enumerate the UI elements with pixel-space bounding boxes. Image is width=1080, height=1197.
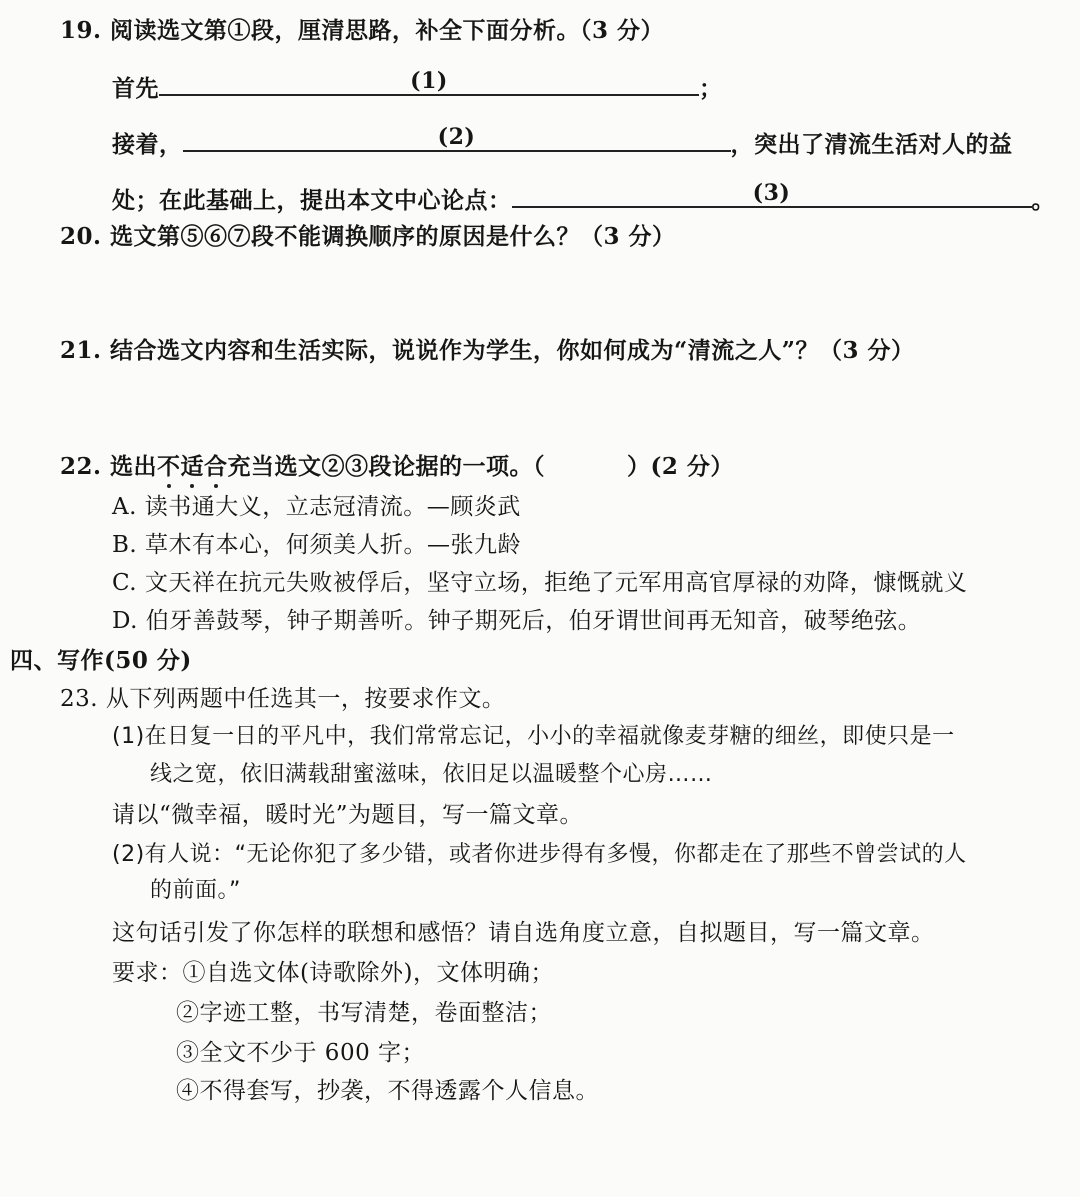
q19-line3-suffix: 。 — [1031, 187, 1055, 214]
topic-2-requirement: 这句话引发了你怎样的联想和感悟？请自选角度立意，自拟题目，写一篇文章。 — [112, 920, 935, 946]
requirement-3: ③全文不少于 600 字； — [176, 1040, 426, 1066]
q19-line1-prefix: 首先 — [112, 75, 159, 102]
emphasis-char-3: 合 — [204, 453, 228, 480]
q19-line-3 — [112, 180, 1055, 216]
q22-title-end: ）(2 分） — [627, 453, 734, 480]
emphasis-char-1: 不 — [157, 453, 181, 480]
topic-2-line-1: (2)有人说：“无论你犯了多少错，或者你进步得有多慢，你都走在了那些不曾尝试的人 — [112, 842, 967, 867]
q19-line-1 — [112, 68, 723, 104]
q19-line-2 — [112, 124, 1013, 160]
answer-blank-2[interactable] — [183, 124, 731, 152]
blank-number-2: (2) — [437, 124, 476, 150]
requirement-2: ②字迹工整，书写清楚，卷面整洁； — [176, 1000, 552, 1026]
blank-number-3: (3) — [752, 180, 791, 206]
topic-1-requirement: 请以“微幸福，暖时光”为题目，写一篇文章。 — [112, 802, 584, 828]
topic-1-line-1: (1)在日复一日的平凡中，我们常常忘记，小小的幸福就像麦芽糖的细丝，即使只是一 — [112, 724, 955, 749]
option-c: C. 文天祥在抗元失败被俘后，坚守立场，拒绝了元军用高官厚禄的劝降，慷慨就义 — [112, 570, 968, 596]
q19-line1-suffix: ； — [699, 75, 723, 102]
option-a: A. 读书通大义，立志冠清流。—顾炎武 — [112, 494, 521, 520]
blank-number-1: (1) — [410, 68, 448, 94]
q21-title: 21. 结合选文内容和生活实际，说说作为学生，你如何成为“清流之人”？（3 分） — [60, 337, 915, 364]
option-b: B. 草木有本心，何须美人折。—张九龄 — [112, 532, 522, 558]
answer-blank-1[interactable] — [159, 68, 699, 96]
emphasis-char-2: 适 — [180, 453, 205, 480]
section-4-heading: 四、写作(50 分) — [10, 647, 192, 674]
q23-title: 23. 从下列两题中任选其一，按要求作文。 — [60, 686, 506, 712]
requirements-label: 要求：①自选文体(诗歌除外)，文体明确； — [112, 960, 554, 986]
option-d: D. 伯牙善鼓琴，钟子期善听。钟子期死后，伯牙谓世间再无知音，破琴绝弦。 — [112, 608, 922, 634]
q20-title: 20. 选文第⑤⑥⑦段不能调换顺序的原因是什么？（3 分） — [60, 223, 676, 250]
topic-2-line-2: 的前面。” — [150, 878, 241, 903]
topic-1-line-2: 线之宽，依旧满载甜蜜滋味，依旧足以温暖整个心房…… — [150, 762, 713, 787]
q19-line3-prefix: 处；在此基础上，提出本文中心论点： — [112, 187, 512, 214]
q22-title — [60, 452, 734, 482]
q19-title: 19. 阅读选文第①段，厘清思路，补全下面分析。（3 分） — [60, 17, 665, 44]
q22-title-start: 22. 选出 — [60, 453, 158, 480]
answer-blank-3[interactable] — [512, 180, 1032, 208]
q19-line2-prefix: 接着， — [112, 131, 183, 158]
requirement-4: ④不得套写，抄袭，不得透露个人信息。 — [176, 1078, 599, 1104]
q19-line2-suffix: ，突出了清流生活对人的益 — [730, 131, 1013, 158]
q22-title-middle: 充当选文②③段论据的一项。（ — [227, 453, 546, 480]
